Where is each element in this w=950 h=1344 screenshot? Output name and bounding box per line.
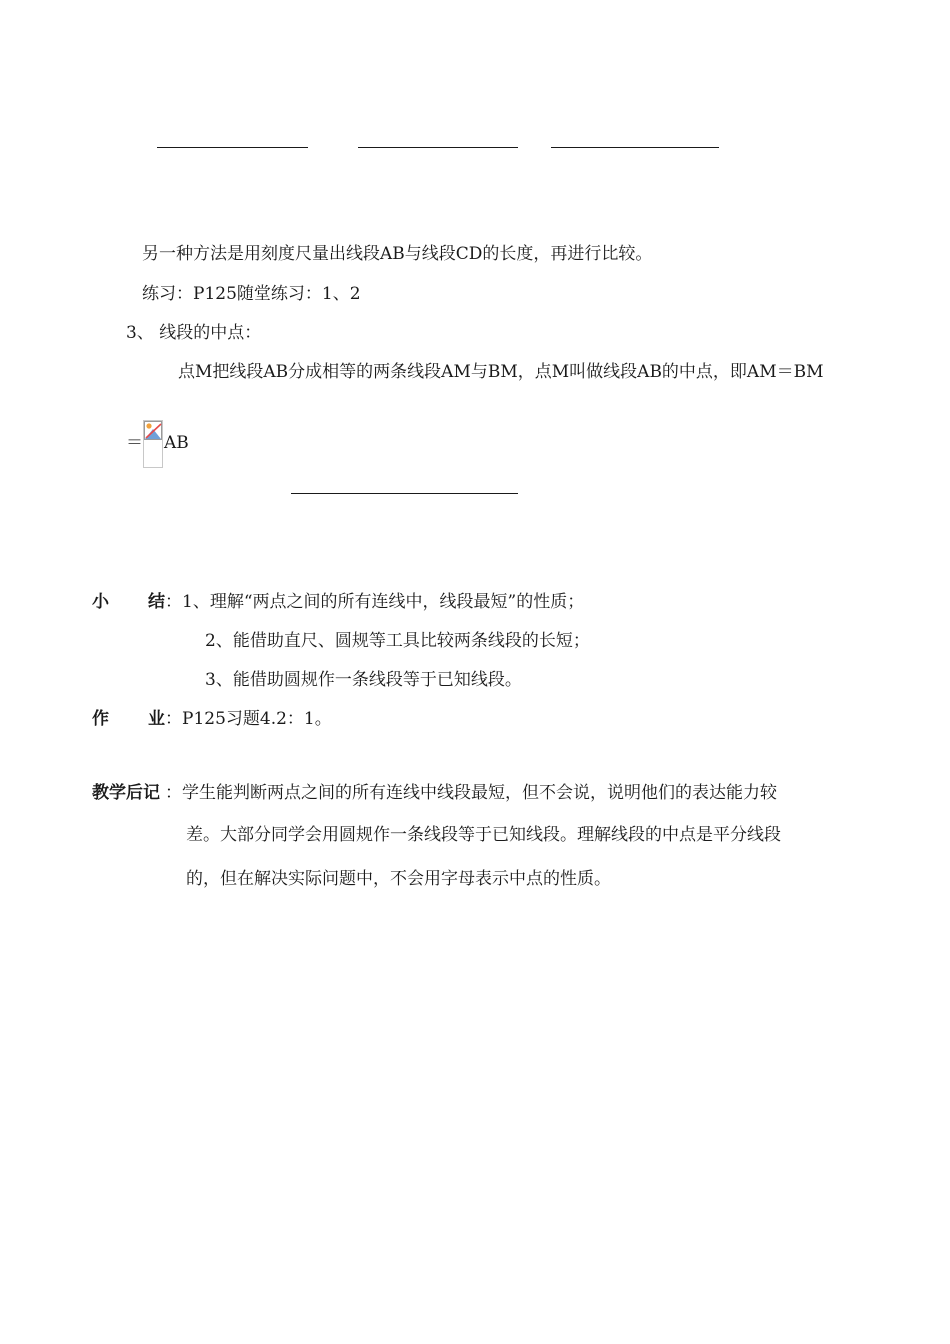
paragraph-other-method: 另一种方法是用刻度尺量出线段AB与线段CD的长度，再进行比较。	[142, 244, 653, 264]
summary-item-1: ：1、理解“两点之间的所有连线中，线段最短”的性质；	[165, 592, 585, 612]
reflection-line-1: ：学生能判断两点之间的所有连线中线段最短，但不会说，说明他们的表达能力较	[165, 783, 777, 803]
practice-line: 练习：P125随堂练习：1、2	[142, 284, 361, 304]
segment-line-1	[157, 147, 308, 148]
homework-label-right: 业	[148, 709, 165, 729]
summary-item-2: 2、能借助直尺、圆规等工具比较两条线段的长短；	[205, 631, 590, 651]
reflection-line-3: 的，但在解决实际问题中，不会用字母表示中点的性质。	[186, 869, 611, 889]
reflection-line-2: 差。大部分同学会用圆规作一条线段等于已知线段。理解线段的中点是平分线段	[186, 825, 781, 845]
midpoint-equation-prefix: ＝	[126, 433, 143, 453]
summary-label-right: 结	[148, 592, 165, 612]
midpoint-equation-suffix: AB	[164, 433, 189, 453]
fraction-image-icon	[143, 420, 163, 468]
homework-text: ：P125习题4.2：1。	[165, 709, 332, 729]
summary-item-3: 3、能借助圆规作一条线段等于已知线段。	[205, 670, 522, 690]
midpoint-definition: 点M把线段AB分成相等的两条线段AM与BM，点M叫做线段AB的中点，即AM＝BM	[178, 362, 824, 382]
section-3-heading: 3、 线段的中点：	[126, 323, 262, 343]
reflection-label: 教学后记	[92, 783, 160, 803]
segment-line-3	[551, 147, 719, 148]
midpoint-segment-line	[291, 493, 518, 494]
summary-label-left: 小	[92, 592, 109, 612]
homework-label-left: 作	[92, 709, 109, 729]
segment-line-2	[358, 147, 518, 148]
